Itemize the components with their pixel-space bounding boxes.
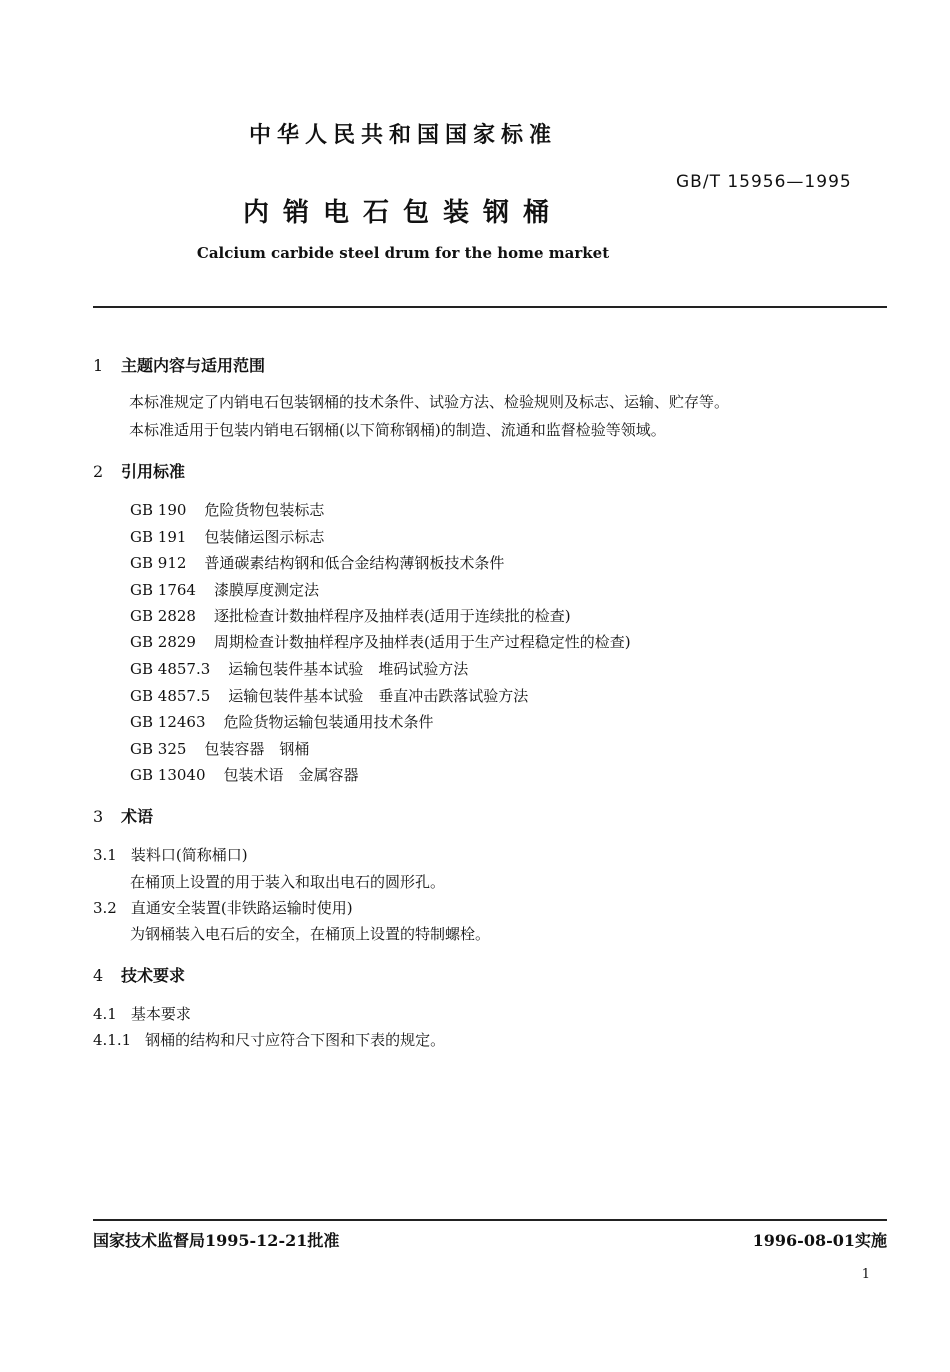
term-name: 装料口(简称桶口) (130, 846, 248, 864)
clause-number: 3.1 (93, 846, 117, 864)
reference-code: GB 4857.5 (130, 687, 211, 705)
section-title: 主题内容与适用范围 (121, 356, 266, 375)
section-1-paragraph-1: 本标准规定了内销电石包装钢桶的技术条件、试验方法、检验规则及标志、运输、贮存等。 (129, 393, 730, 411)
reference-item (130, 685, 528, 706)
section-title: 引用标准 (121, 462, 186, 481)
clause-text: 钢桶的结构和尺寸应符合下图和下表的规定。 (145, 1031, 446, 1049)
section-title: 术语 (121, 807, 154, 826)
clause-4-1 (93, 1003, 191, 1024)
reference-item (130, 605, 571, 626)
section-number: 4 (93, 966, 104, 985)
reference-code: GB 13040 (130, 766, 206, 784)
approval-statement: 国家技术监督局1995-12-21批准 (93, 1231, 340, 1250)
clause-number: 4.1 (93, 1005, 117, 1023)
effective-date: 1996-08-01实施 (752, 1231, 887, 1250)
reference-name: 包装容器 钢桶 (204, 740, 310, 758)
reference-item (130, 526, 324, 547)
reference-name: 危险货物包装标志 (204, 501, 325, 519)
reference-code: GB 190 (130, 501, 187, 519)
reference-name: 周期检查计数抽样程序及抽样表(适用于生产过程稳定性的检查) (213, 633, 631, 651)
section-title: 技术要求 (121, 966, 186, 985)
term-name: 直通安全装置(非铁路运输时使用) (130, 899, 353, 917)
reference-name: 包装储运图示标志 (204, 528, 325, 546)
term-3-2-definition: 为钢桶装入电石后的安全，在桶顶上设置的特制螺栓。 (130, 925, 491, 943)
reference-item (130, 764, 359, 785)
page-number: 1 (861, 1267, 870, 1282)
reference-code: GB 2828 (130, 607, 196, 625)
reference-item (130, 631, 631, 652)
clause-number: 4.1.1 (93, 1031, 132, 1049)
standard-number: GB/T 15956—1995 (676, 172, 852, 192)
reference-item (130, 658, 468, 679)
reference-name: 漆膜厚度测定法 (213, 581, 319, 599)
section-number: 1 (93, 356, 104, 375)
reference-item (130, 711, 434, 732)
reference-name: 危险货物运输包装通用技术条件 (223, 713, 434, 731)
reference-item (130, 499, 324, 520)
reference-item (130, 579, 319, 600)
reference-name: 普通碳素结构钢和低合金结构薄钢板技术条件 (204, 554, 505, 572)
document-title-en: Calcium carbide steel drum for the home market (196, 244, 610, 262)
issuing-authority-heading: 中华人民共和国国家标准 (248, 122, 557, 148)
reference-name: 包装术语 金属容器 (223, 766, 359, 784)
clause-text: 基本要求 (130, 1005, 191, 1023)
reference-code: GB 4857.3 (130, 660, 211, 678)
reference-name: 运输包装件基本试验 垂直冲击跌落试验方法 (228, 687, 529, 705)
section-1-heading (93, 353, 265, 376)
reference-name: 运输包装件基本试验 堆码试验方法 (228, 660, 469, 678)
reference-item (130, 552, 504, 573)
term-3-1 (93, 844, 248, 865)
reference-item (130, 738, 309, 759)
section-number: 2 (93, 462, 104, 481)
section-1-paragraph-2: 本标准适用于包装内销电石钢桶(以下简称钢桶)的制造、流通和监督检验等领域。 (129, 421, 666, 439)
reference-name: 逐批检查计数抽样程序及抽样表(适用于连续批的检查) (213, 607, 571, 625)
reference-code: GB 2829 (130, 633, 196, 651)
reference-code: GB 912 (130, 554, 187, 572)
term-3-2 (93, 897, 353, 918)
section-number: 3 (93, 807, 104, 826)
clause-4-1-1 (93, 1029, 445, 1050)
reference-code: GB 325 (130, 740, 187, 758)
reference-code: GB 12463 (130, 713, 206, 731)
section-4-heading (93, 963, 185, 986)
reference-code: GB 1764 (130, 581, 196, 599)
reference-code: GB 191 (130, 528, 187, 546)
term-3-1-definition: 在桶顶上设置的用于装入和取出电石的圆形孔。 (130, 873, 446, 891)
section-2-heading (93, 459, 185, 482)
footer-divider (93, 1219, 887, 1221)
document-title-zh: 内销电石包装钢桶 (242, 198, 563, 228)
section-3-heading (93, 804, 153, 827)
clause-number: 3.2 (93, 899, 117, 917)
header-divider (93, 306, 887, 308)
